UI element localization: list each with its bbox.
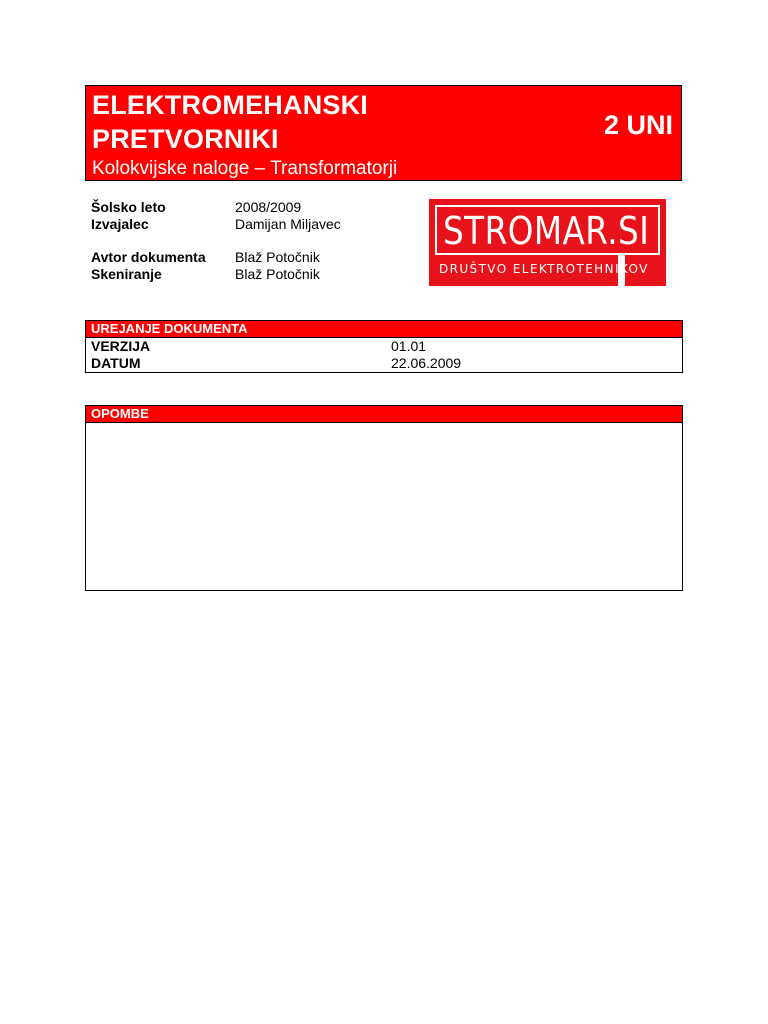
course-code: 2 UNI bbox=[603, 110, 673, 140]
row-key: DATUM bbox=[91, 355, 141, 371]
title-line-2: PRETVORNIKI bbox=[92, 124, 279, 154]
title-line-1: ELEKTROMEHANSKI bbox=[92, 90, 369, 120]
row-value: 01.01 bbox=[391, 338, 427, 354]
meta-label: Skeniranje bbox=[91, 266, 162, 282]
document-subtitle: Kolokvijske naloge – Transformatorji bbox=[92, 158, 398, 179]
logo-frame bbox=[435, 205, 660, 255]
logo-tagline: DRUŠTVO ELEKTROTEHNIKOV bbox=[439, 262, 649, 276]
table-row-date bbox=[86, 355, 682, 372]
row-key: VERZIJA bbox=[91, 338, 151, 354]
document-title bbox=[92, 88, 368, 156]
meta-value: Blaž Potočnik bbox=[235, 249, 320, 265]
row-value: 22.06.2009 bbox=[391, 355, 462, 371]
meta-value: Blaž Potočnik bbox=[235, 266, 320, 282]
table-row-version bbox=[86, 338, 682, 355]
document-editing-heading: UREJANJE DOKUMENTA bbox=[86, 321, 682, 338]
stromar-logo bbox=[429, 199, 666, 286]
meta-value: Damijan Miljavec bbox=[235, 216, 341, 232]
meta-label: Izvajalec bbox=[91, 216, 149, 232]
logo-brand-text: STROMAR.SI bbox=[443, 209, 650, 253]
meta-label: Avtor dokumenta bbox=[91, 249, 206, 265]
document-header bbox=[85, 85, 682, 181]
meta-label: Šolsko leto bbox=[91, 199, 166, 215]
notes-body bbox=[86, 423, 682, 590]
notes-table bbox=[85, 405, 683, 591]
document-editing-table bbox=[85, 320, 683, 373]
meta-value: 2008/2009 bbox=[235, 199, 302, 215]
notes-heading: OPOMBE bbox=[86, 406, 682, 423]
